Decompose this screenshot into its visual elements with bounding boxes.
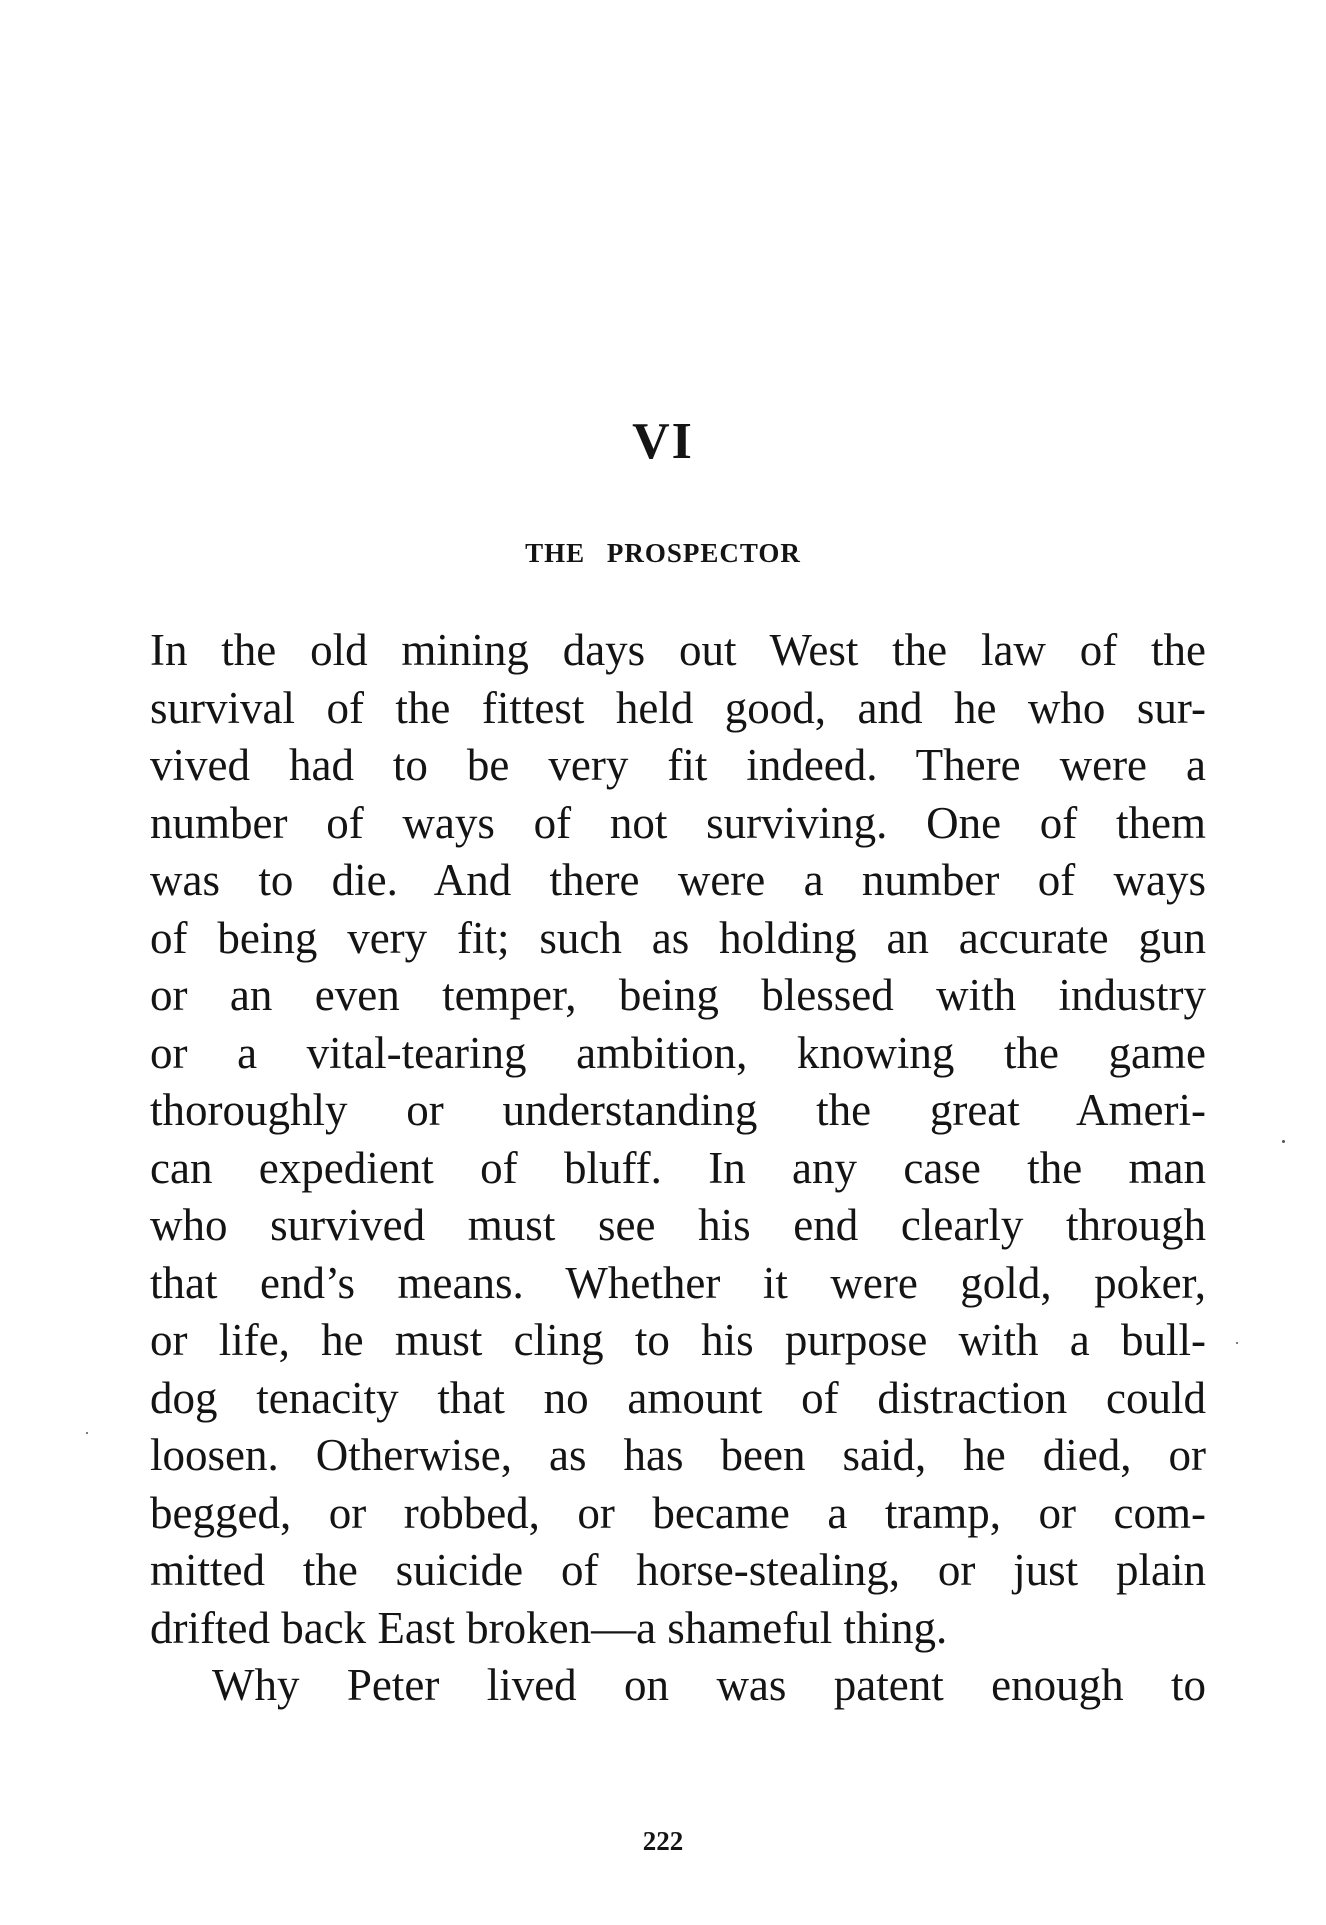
page-number: 222 bbox=[642, 1826, 684, 1856]
text-line: mitted the suicide of horse-stealing, or just plain bbox=[150, 1545, 1206, 1595]
text-line: survival of the fittest held good, and he who sur- bbox=[150, 682, 1206, 733]
text-line: number of ways of not surviving. One of them bbox=[150, 797, 1206, 848]
body-text bbox=[150, 622, 1206, 1715]
text-line: or an even temper, being blessed with industry bbox=[150, 970, 1206, 1020]
text-line: of being very fit; such as holding an accurate gun bbox=[150, 912, 1206, 963]
text-line: drifted back East broken—a shameful thing. bbox=[150, 1602, 948, 1653]
text-line: Why Peter lived on was patent enough to bbox=[212, 1660, 1206, 1710]
text-line: who survived must see his end clearly through bbox=[150, 1200, 1206, 1250]
text-line: vived had to be very fit indeed. There were a bbox=[150, 740, 1206, 790]
text-line: loosen. Otherwise, as has been said, he died, or bbox=[150, 1430, 1206, 1480]
chapter-number: VI bbox=[632, 413, 694, 470]
paragraph bbox=[150, 1657, 1206, 1715]
text-line: was to die. And there were a number of ways bbox=[150, 855, 1206, 905]
text-line: that end’s means. Whether it were gold, poker, bbox=[150, 1257, 1206, 1308]
chapter-title: THE PROSPECTOR bbox=[525, 538, 801, 568]
text-line: thoroughly or understanding the great Ameri- bbox=[150, 1085, 1206, 1135]
text-line: In the old mining days out West the law of the bbox=[150, 625, 1206, 675]
paper-speck bbox=[1282, 1140, 1285, 1143]
paragraph bbox=[150, 622, 1206, 1657]
text-line: dog tenacity that no amount of distraction could bbox=[150, 1372, 1206, 1423]
text-line: or a vital-tearing ambition, knowing the game bbox=[150, 1027, 1206, 1078]
text-line: begged, or robbed, or became a tramp, or com- bbox=[150, 1487, 1206, 1538]
text-line: or life, he must cling to his purpose with a bull- bbox=[150, 1315, 1206, 1365]
text-line: can expedient of bluff. In any case the man bbox=[150, 1142, 1206, 1193]
paper-speck bbox=[86, 1432, 88, 1434]
paper-speck bbox=[1236, 1342, 1238, 1344]
